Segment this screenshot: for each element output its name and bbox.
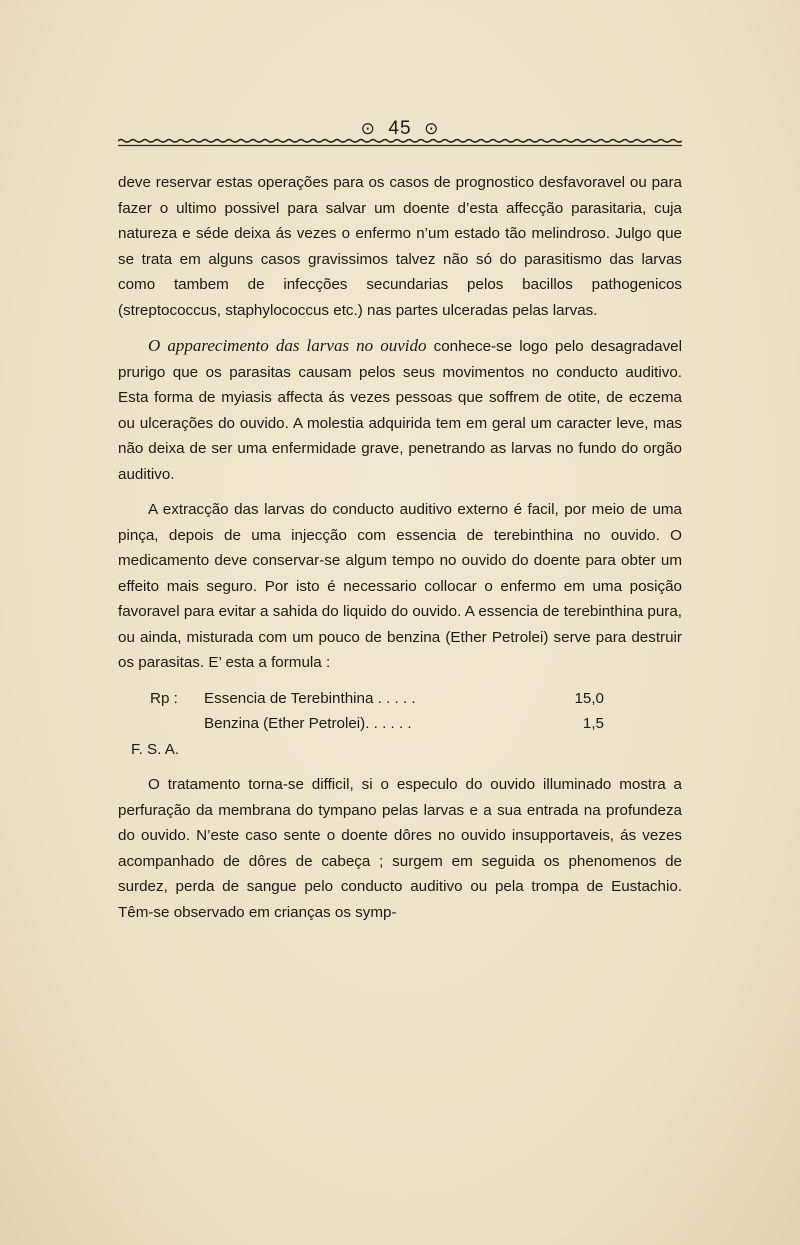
prescription-row [118, 711, 682, 737]
rp-label: Rp : [150, 689, 178, 707]
prescription-row [118, 737, 682, 763]
body-text [118, 170, 682, 935]
prescription-item: Essencia de Terebinthina . . . . . [204, 689, 416, 707]
section-title-italic: O apparecimento das larvas no ouvido [148, 336, 427, 355]
paragraph-3: A extracção das larvas do conducto auditivo externo é facil, por meio de uma pinça, depois de uma injecção com essencia de terebinthina no ouvido. O medicamento deve conservar-se algum tempo no ouvido do doente para obter um effeito mais seguro. Por isto é necessario collocar o enfermo em uma posição favoravel para evitar a sahida do liquido do ouvido. A essencia de terebinthina pura, ou ainda, misturada com um pouco de benzina (Ether Petrolei) serve para destruir os parasitas. E’ esta a formula : [118, 501, 682, 671]
page-number: 45 [388, 118, 412, 139]
prescription-row [118, 686, 682, 712]
fsa-label: F. S. A. [131, 740, 180, 758]
paragraph-1: deve reservar estas operações para os casos de prognostico desfavoravel ou para fazer o ultimo possivel para salvar um doente d’esta affecção parasitaria, cuja natureza e séde deixa ás vezes o enfermo n’um estado tão melindroso. Julgo que se trata em alguns casos gravissimos talvez não só do parasitismo das larvas como tambem de infecções secundarias pelos bacillos pathogenicos (streptococcus, staphylococcus etc.) nas partes ulceradas pelas larvas. [118, 174, 682, 319]
wavy-rule-ornament [118, 135, 682, 147]
prescription [118, 686, 682, 763]
prescription-item: Benzina (Ether Petrolei). . . . . . [204, 715, 412, 732]
paragraph-2-body: conhece-se logo pelo desagradavel prurigo que os parasitas causam pelos seus movimentos no conducto auditivo. Esta forma de myiasis affecta ás vezes pessoas que soffrem de otite, de eczema ou ulcerações do ouvido. A molestia adquirida tem em geral um caracter leve, mas não deixa de ser uma enfermidade grave, penetrando as larvas no fundo do orgão auditivo. [118, 338, 682, 483]
header-left-symbol: ⊙ [360, 119, 376, 138]
prescription-amount: 1,5 [582, 715, 604, 732]
prescription-amount: 15,0 [574, 689, 604, 707]
header-right-symbol: ⊙ [424, 119, 440, 138]
paragraph-2 [118, 333, 682, 487]
paragraph-4: O tratamento torna-se difficil, si o especulo do ouvido illuminado mostra a perfuração da membrana do tympano pelas larvas e a sua entrada na profundeza do ouvido. N’este caso sente o doente dôres no ouvido insupportaveis, ás vezes acompanhado de dôres de cabeça ; surgem em seguida os phenomenos de surdez, perda de sangue pelo conducto auditivo ou pela trompa de Eustachio. Têm-se observado em crianças os symp- [118, 776, 682, 921]
